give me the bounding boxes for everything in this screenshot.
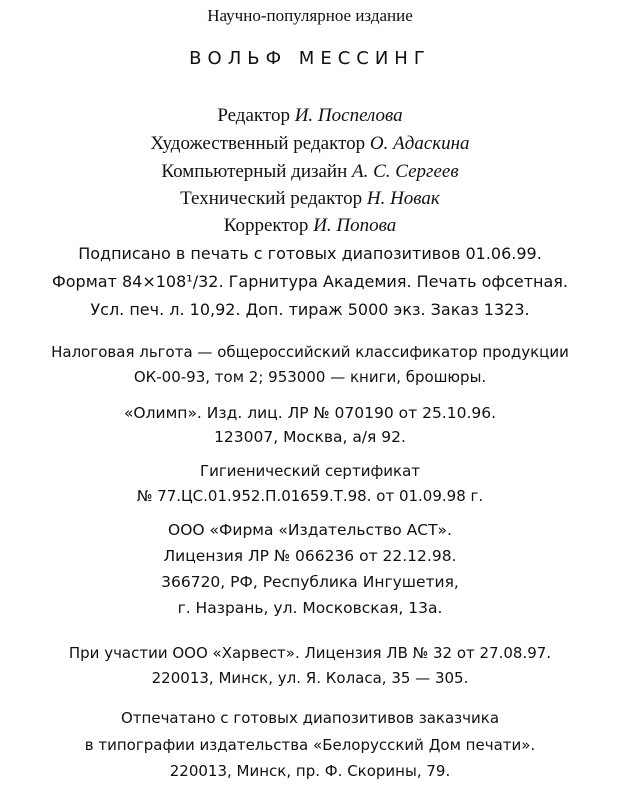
credit-role: Технический редактор bbox=[180, 188, 363, 209]
credit-proofreader bbox=[0, 216, 620, 235]
ast-info-line: ООО «Фирма «Издательство АСТ». bbox=[168, 521, 452, 539]
harvest-info-line: 220013, Минск, ул. Я. Коласа, 35 — 305. bbox=[151, 669, 469, 687]
ast-info-line: 366720, РФ, Республика Ингушетия, bbox=[161, 573, 459, 591]
credit-art-editor bbox=[0, 134, 620, 153]
olimp-info-line: 123007, Москва, а/я 92. bbox=[214, 428, 406, 446]
credit-role: Компьютерный дизайн bbox=[161, 161, 348, 182]
credit-editor bbox=[0, 106, 620, 125]
credit-name: О. Адаскина bbox=[369, 133, 470, 154]
credit-name: А. С. Сергеев bbox=[352, 161, 459, 182]
credit-name: И. Поспелова bbox=[294, 105, 403, 126]
ast-info-line: г. Назрань, ул. Московская, 13а. bbox=[177, 599, 443, 617]
credit-name: И. Попова bbox=[313, 215, 397, 236]
ast-info-line: Лицензия ЛР № 066236 от 22.12.98. bbox=[163, 547, 457, 565]
credit-design bbox=[0, 162, 620, 181]
printing-info-line: в типографии издательства «Белорусский Дом печати». bbox=[84, 736, 536, 754]
printing-info-line: 220013, Минск, пр. Ф. Скорины, 79. bbox=[169, 762, 451, 780]
olimp-info-line: «Олимп». Изд. лиц. ЛР № 070190 от 25.10.96. bbox=[123, 404, 497, 422]
credit-role: Редактор bbox=[217, 105, 290, 126]
tax-info-line: Налоговая льгота — общероссийский классификатор продукции bbox=[51, 343, 569, 361]
hygiene-info-line: № 77.ЦС.01.952.П.01659.Т.98. от 01.09.98 г. bbox=[136, 487, 484, 505]
edition-type: Научно-популярное издание bbox=[207, 6, 413, 25]
tax-info-line: ОК-00-93, том 2; 953000 — книги, брошюры. bbox=[133, 368, 487, 386]
credit-role: Корректор bbox=[223, 215, 309, 236]
credit-tech-editor bbox=[0, 189, 620, 208]
hygiene-info-line: Гигиенический сертификат bbox=[199, 462, 421, 480]
print-info-line: Усл. печ. л. 10,92. Доп. тираж 5000 экз. Заказ 1323. bbox=[90, 300, 530, 319]
book-title: ВОЛЬФ МЕССИНГ bbox=[189, 48, 431, 69]
credit-name: Н. Новак bbox=[366, 188, 440, 209]
printing-info-line: Отпечатано с готовых диапозитивов заказчика bbox=[120, 709, 500, 727]
print-info-line: Подписано в печать с готовых диапозитивов 01.06.99. bbox=[78, 244, 542, 263]
credit-role: Художественный редактор bbox=[150, 133, 366, 154]
harvest-info-line: При участии ООО «Харвест». Лицензия ЛВ № 32 от 27.08.97. bbox=[68, 644, 552, 662]
print-info-line: Формат 84×108¹/32. Гарнитура Академия. Печать офсетная. bbox=[51, 272, 568, 291]
